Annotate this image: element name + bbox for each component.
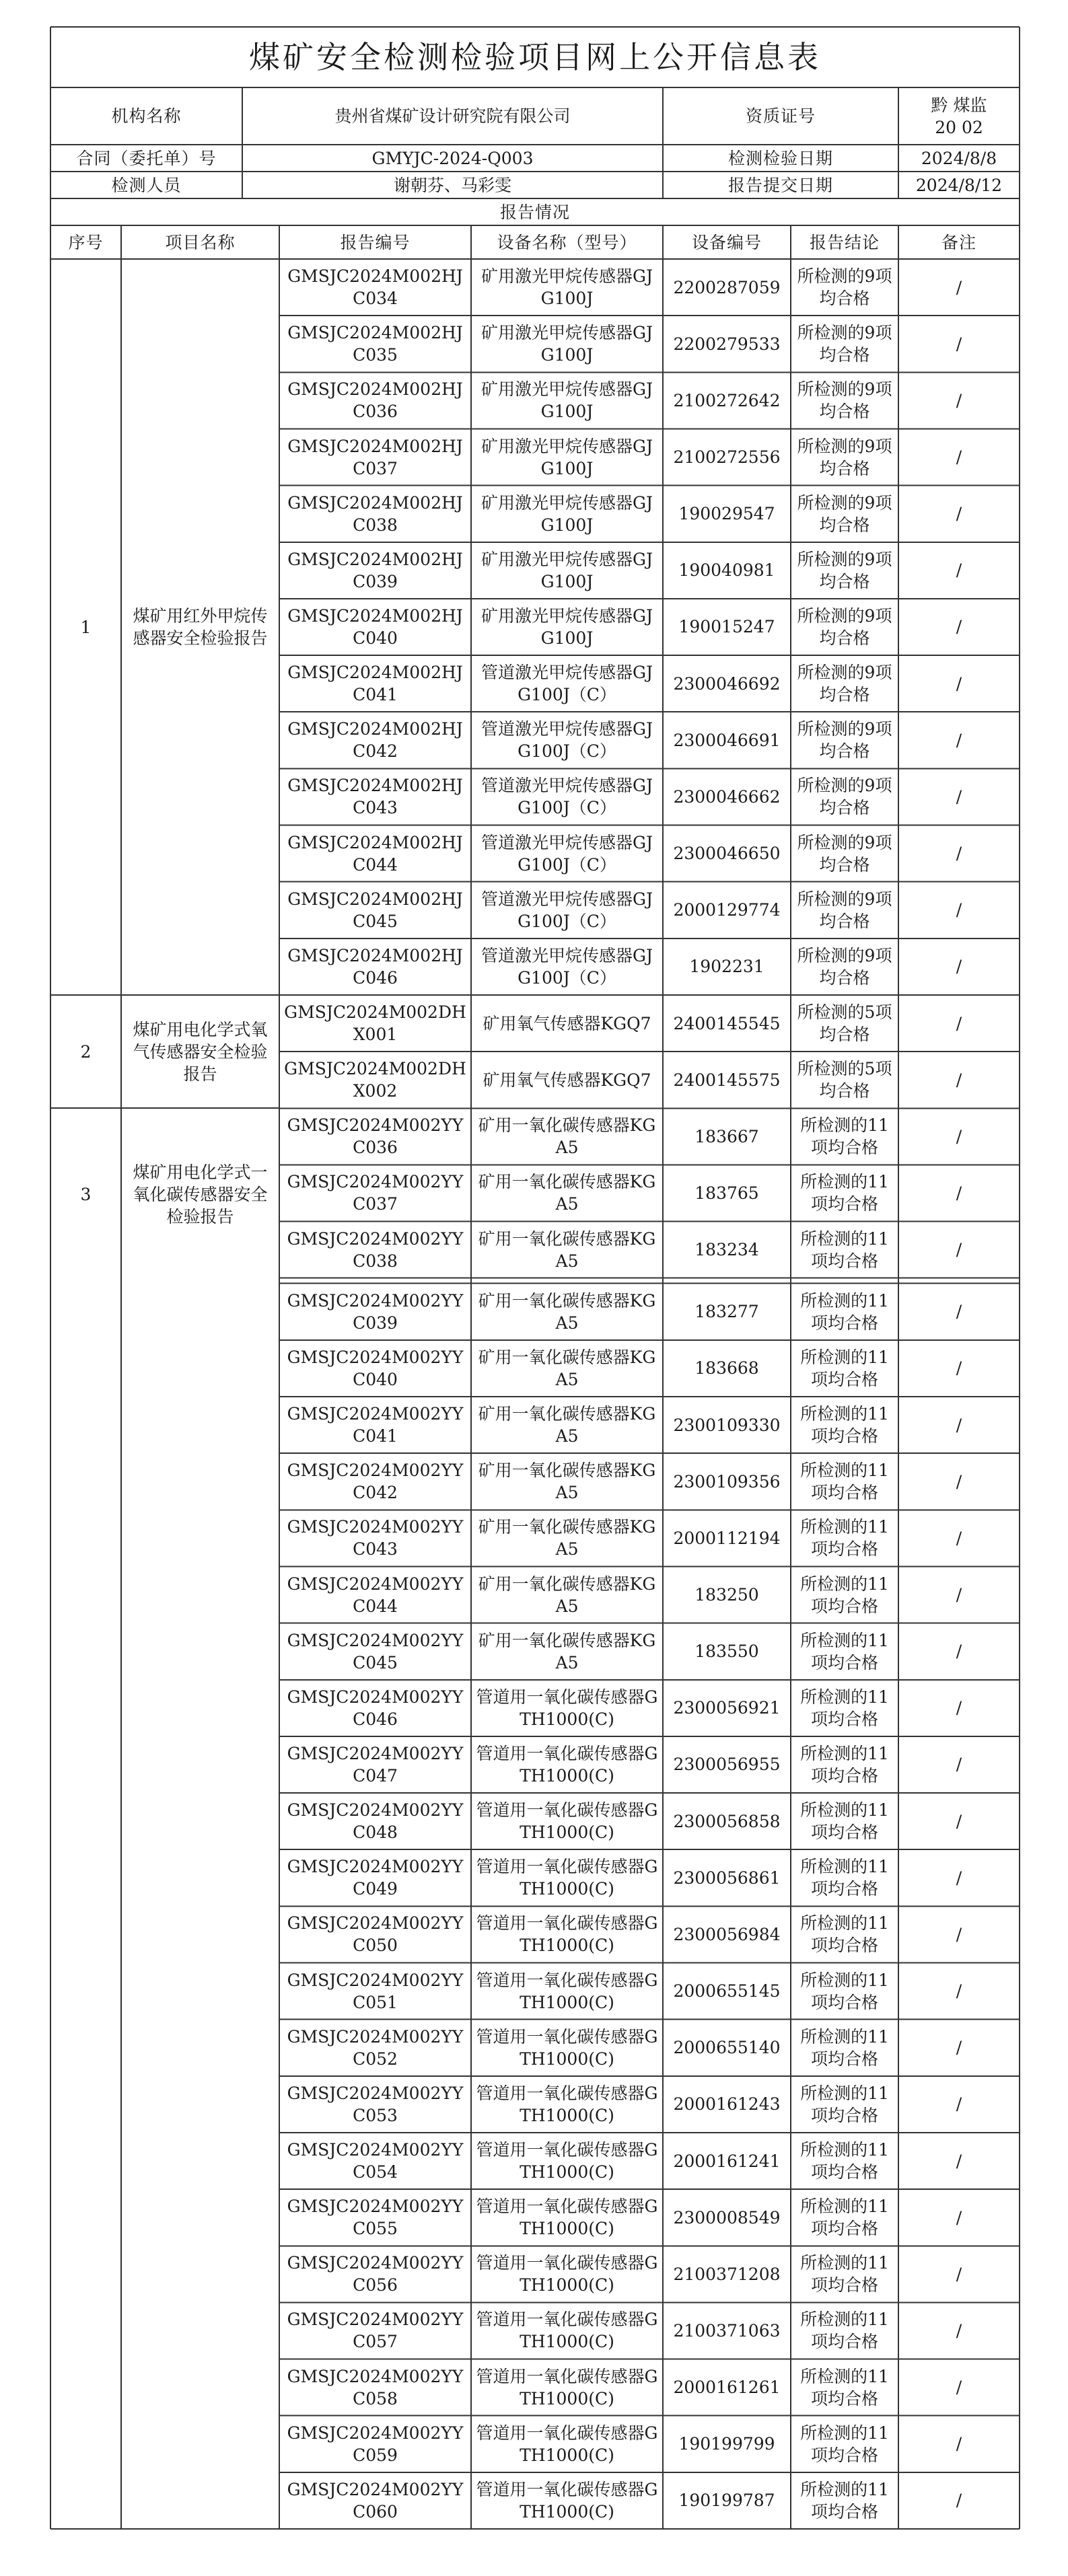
- group-3-seq: 3: [80, 1185, 92, 1204]
- conclusion-cell: 所检测的9项均合格: [797, 436, 892, 478]
- remark-cell: /: [956, 2434, 962, 2454]
- device-name-cell: 管道激光甲烷传感器GJG100J（C）: [481, 719, 653, 762]
- device-name-cell: 管道用一氧化碳传感器GTH1000(C): [476, 2197, 658, 2239]
- device-name-cell: 矿用一氧化碳传感器KGA5: [478, 1517, 656, 1559]
- test-date-value: 2024/8/8: [921, 148, 997, 168]
- conclusion-cell: 所检测的9项均合格: [797, 945, 892, 988]
- device-no-cell: 190029547: [678, 504, 775, 524]
- report-no-cell: GMSJC2024M002HJC039: [287, 549, 463, 591]
- report-no-cell: GMSJC2024M002YYC039: [287, 1290, 464, 1333]
- device-no-cell: 2000655145: [673, 1981, 781, 2001]
- conclusion-cell: 所检测的11项均合格: [800, 1517, 889, 1559]
- device-no-cell: 2100371063: [673, 2320, 781, 2341]
- remark-cell: /: [956, 2207, 962, 2228]
- device-name-cell: 管道激光甲烷传感器GJG100J（C）: [481, 832, 653, 875]
- device-no-cell: 190015247: [678, 617, 775, 637]
- device-name-cell: 管道用一氧化碳传感器GTH1000(C): [476, 1970, 658, 2012]
- conclusion-cell: 所检测的11项均合格: [800, 2253, 889, 2295]
- staff-label: 检测人员: [111, 175, 182, 195]
- device-no-cell: 183250: [695, 1585, 759, 1605]
- remark-cell: /: [956, 2264, 962, 2284]
- device-name-cell: 矿用一氧化碳传感器KGA5: [478, 1228, 656, 1271]
- report-no-cell: GMSJC2024M002YYC055: [287, 2197, 464, 2239]
- conclusion-cell: 所检测的9项均合格: [797, 889, 892, 931]
- report-no-cell: GMSJC2024M002YYC040: [287, 1347, 464, 1389]
- device-no-cell: 2300056955: [673, 1755, 781, 1775]
- group-3-project: 煤矿用电化学式一氧化碳传感器安全检验报告: [133, 1163, 268, 1226]
- report-date-value: 2024/8/12: [915, 175, 1003, 195]
- device-name-cell: 矿用一氧化碳传感器KGA5: [478, 1347, 656, 1389]
- report-no-cell: GMSJC2024M002YYC046: [287, 1687, 464, 1729]
- device-no-cell: 2000112194: [673, 1528, 781, 1548]
- conclusion-cell: 所检测的11项均合格: [800, 2366, 889, 2408]
- device-name-cell: 管道用一氧化碳传感器GTH1000(C): [476, 2253, 658, 2295]
- device-no-cell: 2100272642: [673, 390, 781, 410]
- conclusion-cell: 所检测的9项均合格: [797, 776, 892, 818]
- report-no-cell: GMSJC2024M002YYC059: [287, 2423, 464, 2465]
- remark-cell: /: [956, 786, 962, 807]
- conclusion-cell: 所检测的11项均合格: [800, 2197, 889, 2239]
- remark-cell: /: [956, 1585, 962, 1605]
- remark-cell: /: [956, 1924, 962, 1944]
- device-no-cell: 2000161241: [673, 2151, 781, 2171]
- report-no-cell: GMSJC2024M002YYC036: [287, 1115, 464, 1158]
- remark-cell: /: [956, 2151, 962, 2171]
- conclusion-cell: 所检测的11项均合格: [800, 1913, 889, 1956]
- page-title: 煤矿安全检测检验项目网上公开信息表: [249, 38, 821, 75]
- test-date-label: 检测检验日期: [727, 148, 833, 168]
- remark-cell: /: [956, 1811, 962, 1831]
- remark-cell: /: [956, 1528, 962, 1548]
- report-no-cell: GMSJC2024M002YYC053: [287, 2083, 464, 2125]
- conclusion-cell: 所检测的11项均合格: [800, 2423, 889, 2465]
- device-no-cell: 2200279533: [673, 334, 781, 354]
- remark-cell: /: [956, 504, 962, 524]
- remark-cell: /: [956, 1183, 962, 1203]
- device-name-cell: 管道用一氧化碳传感器GTH1000(C): [476, 2366, 658, 2408]
- device-no-cell: 183668: [695, 1358, 759, 1378]
- conclusion-cell: 所检测的11项均合格: [800, 1228, 889, 1271]
- org-label: 机构名称: [111, 106, 182, 126]
- conclusion-cell: 所检测的9项均合格: [797, 719, 892, 762]
- remark-cell: /: [956, 1868, 962, 1888]
- device-name-cell: 矿用激光甲烷传感器GJG100J: [481, 492, 653, 535]
- conclusion-cell: 所检测的11项均合格: [800, 2140, 889, 2182]
- device-no-cell: 2300046692: [673, 673, 781, 694]
- device-name-cell: 管道用一氧化碳传感器GTH1000(C): [476, 1913, 658, 1956]
- remark-cell: /: [956, 1415, 962, 1435]
- header-device-no: 设备编号: [691, 232, 762, 252]
- remark-cell: /: [956, 1358, 962, 1378]
- conclusion-cell: 所检测的9项均合格: [797, 266, 892, 309]
- device-no-cell: 183234: [695, 1240, 759, 1260]
- report-no-cell: GMSJC2024M002YYC052: [287, 2026, 464, 2069]
- conclusion-cell: 所检测的9项均合格: [797, 663, 892, 705]
- device-no-cell: 2300046691: [673, 730, 781, 750]
- report-no-cell: GMSJC2024M002HJC040: [287, 605, 463, 648]
- remark-cell: /: [956, 2320, 962, 2341]
- conclusion-cell: 所检测的11项均合格: [800, 1115, 889, 1158]
- device-name-cell: 矿用一氧化碳传感器KGA5: [478, 1290, 656, 1333]
- device-name-cell: 管道用一氧化碳传感器GTH1000(C): [476, 1800, 658, 1843]
- device-no-cell: 2000161261: [673, 2378, 781, 2398]
- device-name-cell: 矿用一氧化碳传感器KGA5: [478, 1172, 656, 1214]
- header-project: 项目名称: [165, 232, 236, 252]
- cert-label: 资质证号: [745, 106, 816, 126]
- device-name-cell: 管道用一氧化碳传感器GTH1000(C): [476, 1857, 658, 1899]
- device-name-cell: 管道激光甲烷传感器GJG100J（C）: [481, 945, 653, 988]
- report-no-cell: GMSJC2024M002YYC050: [287, 1913, 464, 1956]
- device-no-cell: 2300109330: [673, 1415, 781, 1435]
- remark-cell: /: [956, 334, 962, 354]
- device-no-cell: 1902231: [689, 957, 764, 977]
- device-name-cell: 管道用一氧化碳传感器GTH1000(C): [476, 2083, 658, 2125]
- conclusion-cell: 所检测的9项均合格: [797, 379, 892, 422]
- device-name-cell: 矿用氧气传感器KGQ7: [483, 1070, 651, 1090]
- device-name-cell: 管道用一氧化碳传感器GTH1000(C): [476, 1687, 658, 1729]
- device-no-cell: 2000655140: [673, 2038, 781, 2058]
- report-no-cell: GMSJC2024M002HJC043: [287, 776, 463, 818]
- report-no-cell: GMSJC2024M002HJC035: [287, 323, 463, 365]
- device-name-cell: 矿用氧气传感器KGQ7: [483, 1013, 651, 1033]
- remark-cell: /: [956, 2491, 962, 2511]
- conclusion-cell: 所检测的11项均合格: [800, 2083, 889, 2125]
- device-no-cell: 2300008549: [673, 2207, 781, 2228]
- report-no-cell: GMSJC2024M002HJC034: [287, 266, 463, 309]
- remark-cell: /: [956, 1070, 962, 1090]
- conclusion-cell: 所检测的9项均合格: [797, 549, 892, 591]
- conclusion-cell: 所检测的9项均合格: [797, 832, 892, 875]
- device-no-cell: 2300056858: [673, 1811, 781, 1831]
- conclusion-cell: 所检测的11项均合格: [800, 1687, 889, 1729]
- report-no-cell: GMSJC2024M002HJC045: [287, 889, 463, 931]
- remark-cell: /: [956, 560, 962, 581]
- device-no-cell: 2300109356: [673, 1471, 781, 1492]
- device-no-cell: 2100272556: [673, 447, 781, 467]
- remark-cell: /: [956, 1126, 962, 1146]
- device-name-cell: 管道激光甲烷传感器GJG100J（C）: [481, 776, 653, 818]
- remark-cell: /: [956, 2038, 962, 2058]
- device-no-cell: 2300056921: [673, 1698, 781, 1718]
- conclusion-cell: 所检测的11项均合格: [800, 2026, 889, 2069]
- conclusion-cell: 所检测的11项均合格: [800, 1857, 889, 1899]
- device-no-cell: 190199799: [678, 2434, 775, 2454]
- report-no-cell: GMSJC2024M002YYC042: [287, 1461, 464, 1503]
- device-no-cell: 183667: [695, 1126, 759, 1146]
- conclusion-cell: 所检测的5项均合格: [797, 1002, 892, 1044]
- remark-cell: /: [956, 617, 962, 637]
- header-conclusion: 报告结论: [809, 232, 880, 252]
- device-no-cell: 2400145545: [673, 1013, 781, 1033]
- device-no-cell: 2300046662: [673, 786, 781, 807]
- conclusion-cell: 所检测的5项均合格: [797, 1059, 892, 1101]
- conclusion-cell: 所检测的11项均合格: [800, 1800, 889, 1843]
- device-name-cell: 管道用一氧化碳传感器GTH1000(C): [476, 1743, 658, 1786]
- conclusion-cell: 所检测的11项均合格: [800, 2479, 889, 2522]
- conclusion-cell: 所检测的11项均合格: [800, 1743, 889, 1786]
- device-no-cell: 2300056984: [673, 1924, 781, 1944]
- report-no-cell: GMSJC2024M002YYC056: [287, 2253, 464, 2295]
- report-no-cell: GMSJC2024M002HJC044: [287, 832, 463, 875]
- report-date-label: 报告提交日期: [727, 175, 833, 195]
- remark-cell: /: [956, 1698, 962, 1718]
- device-no-cell: 2300046650: [673, 844, 781, 864]
- conclusion-cell: 所检测的11项均合格: [800, 1290, 889, 1333]
- device-no-cell: 2300056861: [673, 1868, 781, 1888]
- contract-label: 合同（委托单）号: [76, 148, 217, 168]
- device-name-cell: 矿用一氧化碳传感器KGA5: [478, 1574, 656, 1616]
- report-no-cell: GMSJC2024M002DHX001: [284, 1002, 466, 1044]
- remark-cell: /: [956, 447, 962, 467]
- remark-cell: /: [956, 1240, 962, 1260]
- device-name-cell: 矿用激光甲烷传感器GJG100J: [481, 549, 653, 591]
- header-report-no: 报告编号: [340, 232, 411, 252]
- device-no-cell: 2400145575: [673, 1070, 781, 1090]
- conclusion-cell: 所检测的11项均合格: [800, 1347, 889, 1389]
- conclusion-cell: 所检测的11项均合格: [800, 1630, 889, 1672]
- remark-cell: /: [956, 1302, 962, 1322]
- remark-cell: /: [956, 957, 962, 977]
- report-no-cell: GMSJC2024M002HJC042: [287, 719, 463, 762]
- cert-value: [898, 87, 1020, 145]
- remark-cell: /: [956, 1755, 962, 1775]
- remark-cell: /: [956, 2094, 962, 2114]
- device-no-cell: 2100371208: [673, 2264, 781, 2284]
- conclusion-cell: 所检测的11项均合格: [800, 1574, 889, 1616]
- report-no-cell: GMSJC2024M002YYC057: [287, 2310, 464, 2352]
- conclusion-cell: 所检测的11项均合格: [800, 1404, 889, 1446]
- contract-value: GMYJC-2024-Q003: [371, 148, 534, 168]
- device-name-cell: 管道用一氧化碳传感器GTH1000(C): [476, 2026, 658, 2069]
- remark-cell: /: [956, 1013, 962, 1033]
- report-no-cell: GMSJC2024M002HJC041: [287, 663, 463, 705]
- device-no-cell: 183550: [695, 1642, 759, 1662]
- group-1-project: 煤矿用红外甲烷传感器安全检验报告: [133, 606, 268, 648]
- remark-cell: /: [956, 844, 962, 864]
- org-value: 贵州省煤矿设计研究院有限公司: [334, 106, 571, 126]
- conclusion-cell: 所检测的11项均合格: [800, 1461, 889, 1503]
- remark-cell: /: [956, 900, 962, 920]
- header-device-name: 设备名称（型号）: [497, 232, 637, 252]
- device-no-cell: 2000129774: [673, 900, 781, 920]
- report-no-cell: GMSJC2024M002YYC049: [287, 1857, 464, 1899]
- report-no-cell: GMSJC2024M002YYC045: [287, 1630, 464, 1672]
- device-name-cell: 矿用激光甲烷传感器GJG100J: [481, 605, 653, 648]
- device-name-cell: 管道用一氧化碳传感器GTH1000(C): [476, 2310, 658, 2352]
- report-no-cell: GMSJC2024M002YYC044: [287, 1574, 464, 1616]
- report-no-cell: GMSJC2024M002YYC048: [287, 1800, 464, 1843]
- cert-value-line2: 20 02: [935, 117, 983, 137]
- report-no-cell: GMSJC2024M002HJC036: [287, 379, 463, 422]
- report-no-cell: GMSJC2024M002HJC037: [287, 436, 463, 478]
- conclusion-cell: 所检测的11项均合格: [800, 2310, 889, 2352]
- conclusion-cell: 所检测的11项均合格: [800, 1970, 889, 2012]
- remark-cell: /: [956, 730, 962, 750]
- report-no-cell: GMSJC2024M002HJC038: [287, 492, 463, 535]
- report-no-cell: GMSJC2024M002YYC038: [287, 1228, 464, 1271]
- device-name-cell: 矿用一氧化碳传感器KGA5: [478, 1630, 656, 1672]
- report-no-cell: GMSJC2024M002YYC037: [287, 1172, 464, 1214]
- report-no-cell: GMSJC2024M002YYC047: [287, 1743, 464, 1786]
- group-1-seq: 1: [80, 617, 92, 637]
- report-no-cell: GMSJC2024M002DHX002: [284, 1059, 466, 1101]
- conclusion-cell: 所检测的11项均合格: [800, 1172, 889, 1214]
- device-no-cell: 190199787: [678, 2491, 775, 2511]
- report-no-cell: GMSJC2024M002YYC043: [287, 1517, 464, 1559]
- device-name-cell: 矿用一氧化碳传感器KGA5: [478, 1404, 656, 1446]
- report-no-cell: GMSJC2024M002YYC058: [287, 2366, 464, 2408]
- remark-cell: /: [956, 673, 962, 694]
- header-seq: 序号: [68, 232, 104, 252]
- remark-cell: /: [956, 1981, 962, 2001]
- remark-cell: /: [956, 1471, 962, 1492]
- report-no-cell: GMSJC2024M002HJC046: [287, 945, 463, 988]
- remark-cell: /: [956, 2378, 962, 2398]
- conclusion-cell: 所检测的9项均合格: [797, 605, 892, 648]
- group-2-project: 煤矿用电化学式氧气传感器安全检验报告: [133, 1019, 268, 1084]
- device-name-cell: 矿用激光甲烷传感器GJG100J: [481, 436, 653, 478]
- conclusion-cell: 所检测的9项均合格: [797, 492, 892, 535]
- device-name-cell: 管道用一氧化碳传感器GTH1000(C): [476, 2140, 658, 2182]
- device-no-cell: 2200287059: [673, 277, 781, 297]
- device-name-cell: 管道激光甲烷传感器GJG100J（C）: [481, 663, 653, 705]
- section-title: 报告情况: [499, 202, 570, 222]
- device-name-cell: 矿用激光甲烷传感器GJG100J: [481, 266, 653, 309]
- device-name-cell: 管道激光甲烷传感器GJG100J（C）: [481, 889, 653, 931]
- device-no-cell: 183277: [695, 1302, 759, 1322]
- device-name-cell: 管道用一氧化碳传感器GTH1000(C): [476, 2423, 658, 2465]
- device-name-cell: 矿用激光甲烷传感器GJG100J: [481, 379, 653, 422]
- device-name-cell: 矿用一氧化碳传感器KGA5: [478, 1115, 656, 1158]
- cert-value-line1: 黔 煤监: [931, 95, 987, 115]
- group-2-seq: 2: [80, 1041, 92, 1062]
- conclusion-cell: 所检测的9项均合格: [797, 323, 892, 365]
- remark-cell: /: [956, 277, 962, 297]
- device-no-cell: 2000161243: [673, 2094, 781, 2114]
- device-name-cell: 矿用激光甲烷传感器GJG100J: [481, 323, 653, 365]
- device-name-cell: 矿用一氧化碳传感器KGA5: [478, 1461, 656, 1503]
- header-remark: 备注: [941, 232, 976, 252]
- report-no-cell: GMSJC2024M002YYC051: [287, 1970, 464, 2012]
- report-no-cell: GMSJC2024M002YYC054: [287, 2140, 464, 2182]
- device-no-cell: 190040981: [678, 560, 775, 581]
- remark-cell: /: [956, 390, 962, 410]
- staff-value: 谢朝芬、马彩雯: [393, 175, 511, 195]
- device-no-cell: 183765: [695, 1183, 759, 1203]
- report-no-cell: GMSJC2024M002YYC060: [287, 2479, 464, 2522]
- remark-cell: /: [956, 1642, 962, 1662]
- report-no-cell: GMSJC2024M002YYC041: [287, 1404, 464, 1446]
- device-name-cell: 管道用一氧化碳传感器GTH1000(C): [476, 2479, 658, 2522]
